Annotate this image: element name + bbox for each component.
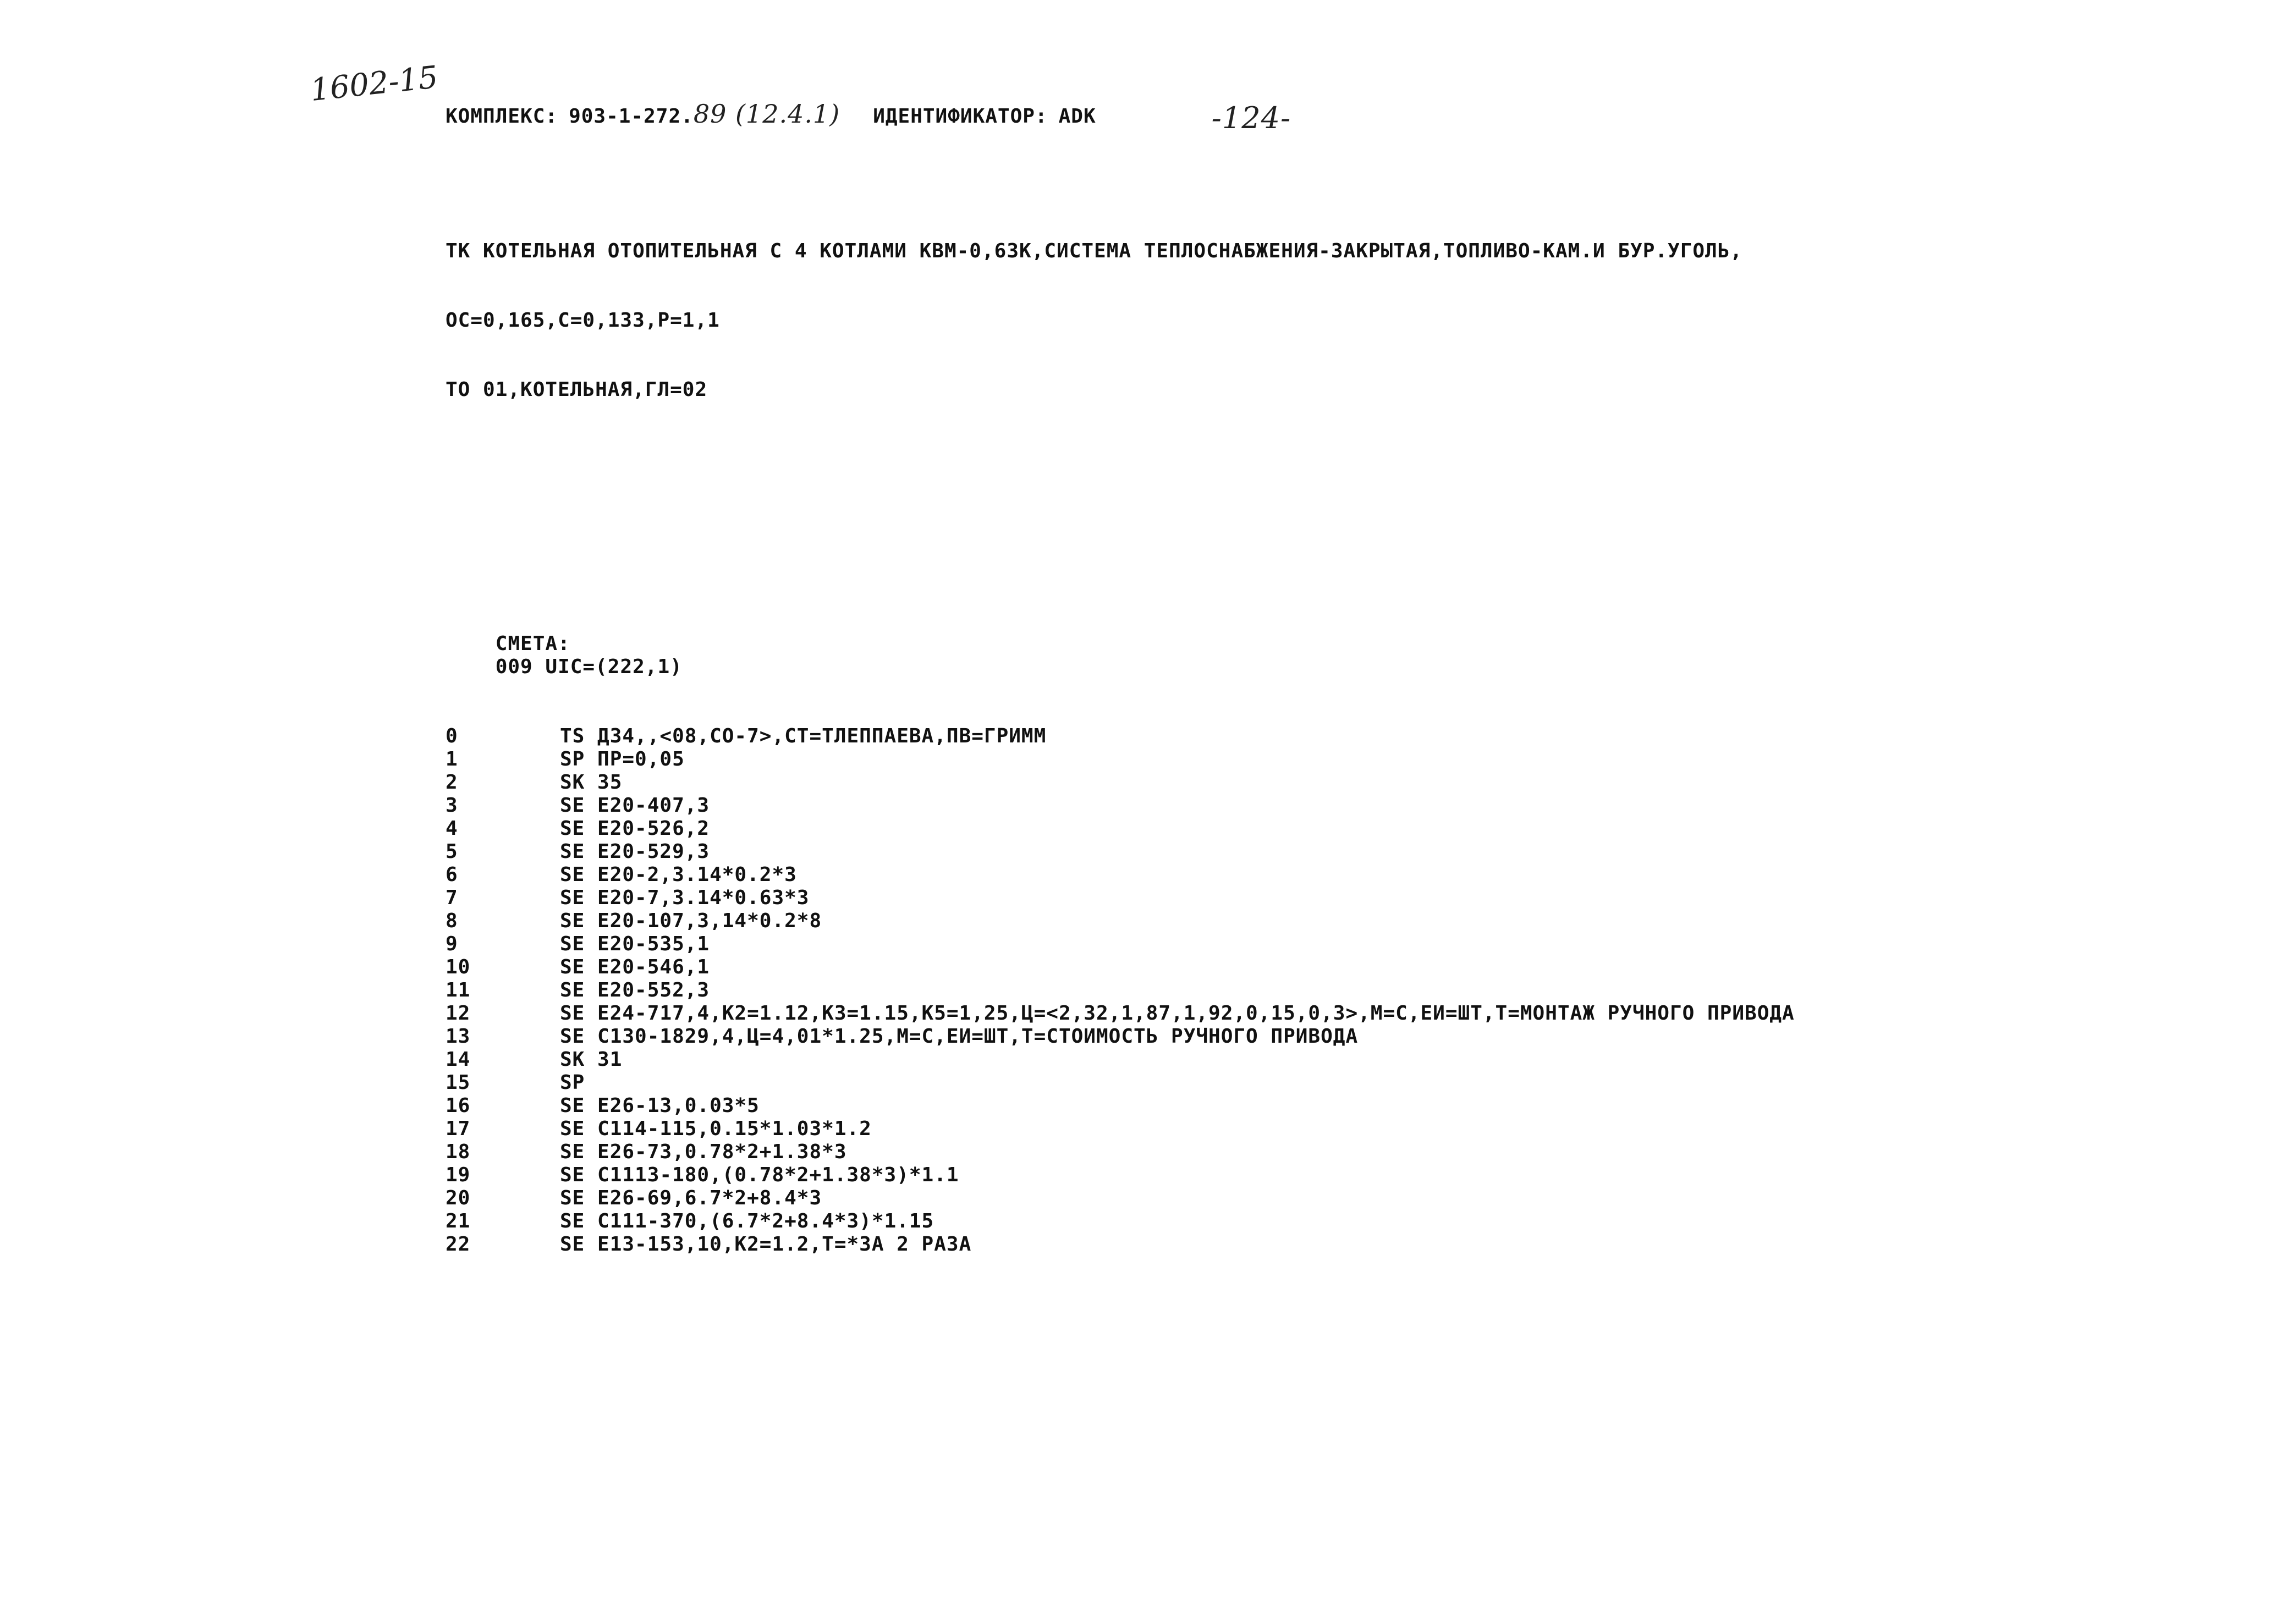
line-statement: TS Д34,,<08,CO-7>,СТ=ТЛЕППАЕВА,ПВ=ГРИММ [560,725,1047,747]
line-number: 15 [446,1071,471,1094]
printout [446,55,1795,1279]
code-line [446,771,1795,794]
code-line [446,1187,1795,1210]
code-line [446,1094,1795,1117]
code-line [446,863,1795,887]
line-statement: SE E20-546,1 [560,956,710,978]
code-line [446,748,1795,771]
page-number: -124- [1211,101,1291,135]
line-number: 12 [446,1002,471,1025]
header-row [446,99,1795,135]
line-statement: SE E20-529,3 [560,840,710,863]
code-line [446,1071,1795,1094]
line-number: 22 [446,1233,471,1256]
complex-value: 903-1-272. [569,105,694,128]
line-number: 21 [446,1210,471,1232]
title-line-3: ТО 01,КОТЕЛЬНАЯ,ГЛ=02 [446,378,708,401]
code-line [446,933,1795,956]
estimate-label: СМЕТА: [495,632,570,655]
title-line-1: ТК КОТЕЛЬНАЯ ОТОПИТЕЛЬНАЯ С 4 КОТЛАМИ КВМ-0,63К,СИСТЕМА ТЕПЛОСНАБЖЕНИЯ-ЗАКРЫТАЯ,ТОПЛИВО-КАМ.И БУР.УГОЛЬ, [446,240,1743,262]
line-number: 2 [446,771,458,794]
code-listing [446,725,1795,1256]
code-line [446,1025,1795,1048]
identifier-value: ADK [1058,105,1096,128]
line-number: 6 [446,863,458,886]
line-statement: SP ПР=0,05 [560,748,685,770]
line-number: 17 [446,1117,471,1140]
line-number: 8 [446,910,458,932]
line-number: 20 [446,1187,471,1209]
line-number: 9 [446,933,458,955]
code-line [446,794,1795,817]
line-statement: SE E20-7,3.14*0.63*3 [560,887,810,909]
code-line [446,887,1795,910]
line-statement: SE C114-115,0.15*1.03*1.2 [560,1117,872,1140]
identifier-label: ИДЕНТИФИКАТОР: [873,105,1048,128]
code-line [446,817,1795,840]
line-statement: SE E26-73,0.78*2+1.38*3 [560,1141,847,1163]
line-number: 0 [446,725,458,747]
line-number: 1 [446,748,458,770]
code-line [446,956,1795,979]
line-statement: SE E20-526,2 [560,817,710,840]
line-statement: SE E24-717,4,K2=1.12,K3=1.15,K5=1,25,Ц=<2,32,1,87,1,92,0,15,0,3>,М=С,ЕИ=ШТ,Т=МОНТАЖ РУЧНОГО ПРИВОДА [560,1002,1795,1025]
line-statement: SE E20-535,1 [560,933,710,955]
code-line [446,910,1795,933]
code-line [446,979,1795,1002]
handwritten-sheet-number: 1602-15 [309,59,440,108]
line-statement: SE E20-552,3 [560,979,710,1001]
line-number: 5 [446,840,458,863]
line-number: 13 [446,1025,471,1048]
line-number: 10 [446,956,471,978]
line-number: 3 [446,794,458,817]
line-statement: SE C1113-180,(0.78*2+1.38*3)*1.1 [560,1164,959,1186]
line-statement: SK 31 [560,1048,623,1071]
code-line [446,1210,1795,1233]
line-statement: SE E20-407,3 [560,794,710,817]
code-line [446,1002,1795,1025]
complex-label: КОМПЛЕКС: [446,105,558,128]
code-line [446,725,1795,748]
line-number: 4 [446,817,458,840]
line-number: 16 [446,1094,471,1117]
estimate-value: 009 UIC=(222,1) [495,656,683,678]
line-statement: SP [560,1071,585,1094]
estimate-line [446,609,1795,678]
line-statement: SE E13-153,10,K2=1.2,Т=*3А 2 РАЗА [560,1233,972,1256]
line-statement: SE E26-13,0.03*5 [560,1094,760,1117]
complex-handwritten-value: 89 (12.4.1) [693,99,840,129]
line-statement: SK 35 [560,771,623,794]
line-number: 11 [446,979,471,1001]
code-line [446,1141,1795,1164]
code-line [446,1048,1795,1071]
line-number: 19 [446,1164,471,1186]
line-statement: SE C130-1829,4,Ц=4,01*1.25,М=С,ЕИ=ШТ,Т=СТОИМОСТЬ РУЧНОГО ПРИВОДА [560,1025,1359,1048]
code-line [446,840,1795,863]
line-statement: SE E20-2,3.14*0.2*3 [560,863,797,886]
code-line [446,1164,1795,1187]
line-statement: SE C111-370,(6.7*2+8.4*3)*1.15 [560,1210,934,1232]
line-number: 7 [446,887,458,909]
code-line [446,1117,1795,1141]
line-number: 14 [446,1048,471,1071]
line-statement: SE E26-69,6.7*2+8.4*3 [560,1187,822,1209]
line-number: 18 [446,1141,471,1163]
document-title [446,194,1795,448]
title-line-2: ОС=0,165,С=0,133,Р=1,1 [446,309,720,332]
code-line [446,1233,1795,1256]
line-statement: SE E20-107,3,14*0.2*8 [560,910,822,932]
